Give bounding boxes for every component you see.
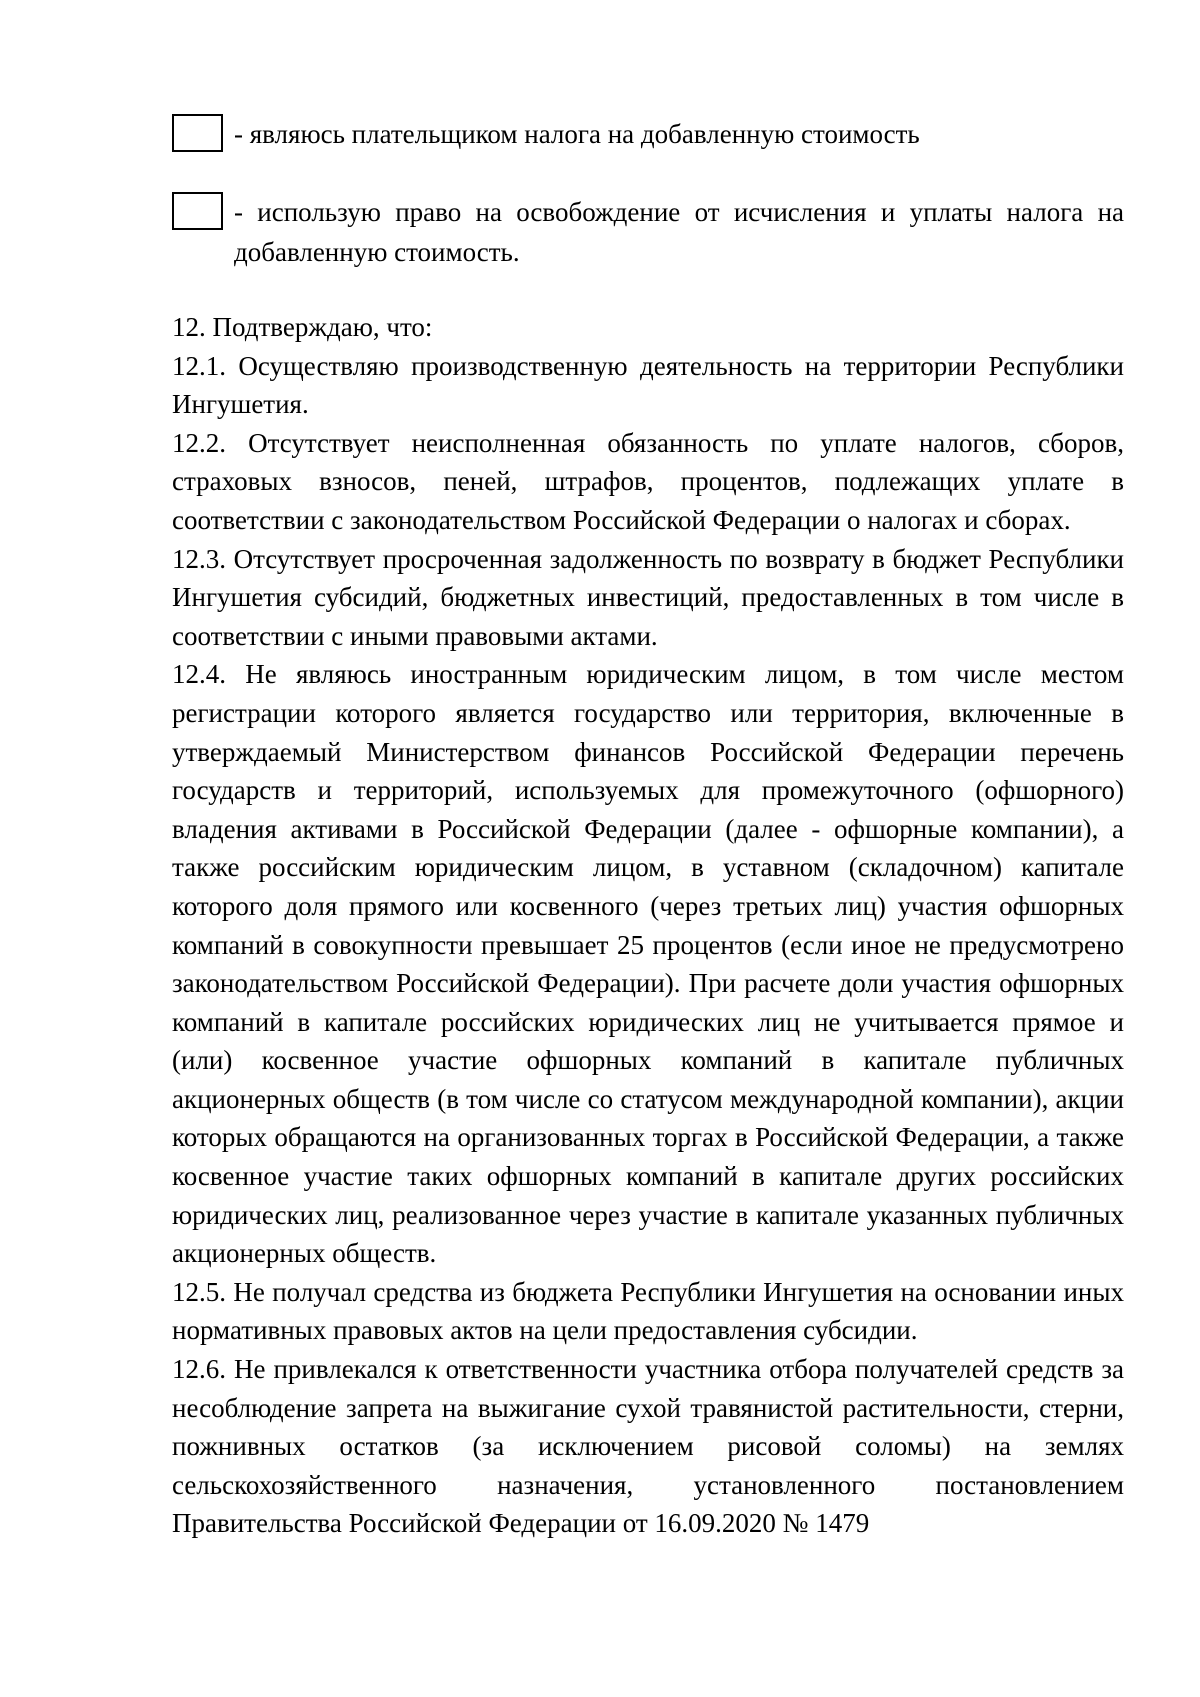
list-item xyxy=(172,540,1124,656)
list-item xyxy=(172,424,1124,540)
item-text: Не привлекался к ответственности участника отбора получателей средств за несоблюдение запрета на выжигание сухой травянистой растительности, стерни, пожнивных остатков (за исключением рисовой соломы) на землях сельскохозяйственного назначения, установленного постановлением Правительства Российской Федерации от 16.09.2020 № 1479 xyxy=(172,1354,1125,1539)
item-text: Не являюсь иностранным юридическим лицом, в том числе местом регистрации которого является государство или территория, включенные в утверждаемый Министерством финансов Российской Федерации перечень государств и территорий, используемых для промежуточного (офшорного) владения активами в Российской Федерации (далее - офшорные компании), а также российским юридическим лицом, в уставном (складочном) капитале которого доля прямого или косвенного (через третьих лиц) участия офшорных компаний в совокупности превышает 25 процентов (если иное не предусмотрено законодательством Российской Федерации). При расчете доли участия офшорных компаний в капитале российских юридических лиц не учитывается прямое и (или) косвенное участие офшорных компаний в капитале публичных акционерных обществ (в том числе со статусом международной компании), акции которых обращаются на организованных торгах в Российской Федерации, а также косвенное участие таких офшорных компаний в капитале других российских юридических лиц, реализованное через участие в капитале указанных публичных акционерных обществ. xyxy=(172,659,1125,1269)
item-number: 12.5. xyxy=(172,1276,226,1307)
list-item xyxy=(172,1273,1124,1350)
vat-exemption-checkbox[interactable] xyxy=(172,192,223,230)
confirmation-section xyxy=(172,308,1124,1543)
item-text: Отсутствует неисполненная обязанность по уплате налогов, сборов, страховых взносов, пеней, штрафов, процентов, подлежащих уплате в соответствии с законодательством Российской Федерации о налогах и сборах. xyxy=(172,427,1124,535)
item-number: 12.4. xyxy=(172,659,226,690)
section-heading: 12. Подтверждаю, что: xyxy=(172,312,433,342)
list-item xyxy=(172,1350,1124,1543)
vat-payer-checkbox[interactable] xyxy=(172,114,223,152)
item-text: Не получал средства из бюджета Республики Ингушетия на основании иных нормативных правовых актов на цели предоставления субсидии. xyxy=(172,1276,1124,1346)
vat-payer-label: - являюсь плательщиком налога на добавленную стоимость xyxy=(234,119,920,149)
item-number: 12.2. xyxy=(172,427,226,458)
item-number: 12.1. xyxy=(172,350,226,381)
list-item xyxy=(172,347,1124,424)
vat-exemption-label: - использую право на освобождение от исчисления и уплаты налога на добавленную стоимость. xyxy=(234,197,1124,267)
item-text: Отсутствует просроченная задолженность по возврату в бюджет Республики Ингушетия субсидий, бюджетных инвестиций, предоставленных в том числе в соответствии с иными правовыми актами. xyxy=(172,543,1125,651)
list-item xyxy=(172,655,1124,1273)
item-text: Осуществляю производственную деятельность на территории Республики Ингушетия. xyxy=(172,350,1125,420)
item-number: 12.6. xyxy=(172,1354,226,1385)
item-number: 12.3. xyxy=(172,543,226,574)
